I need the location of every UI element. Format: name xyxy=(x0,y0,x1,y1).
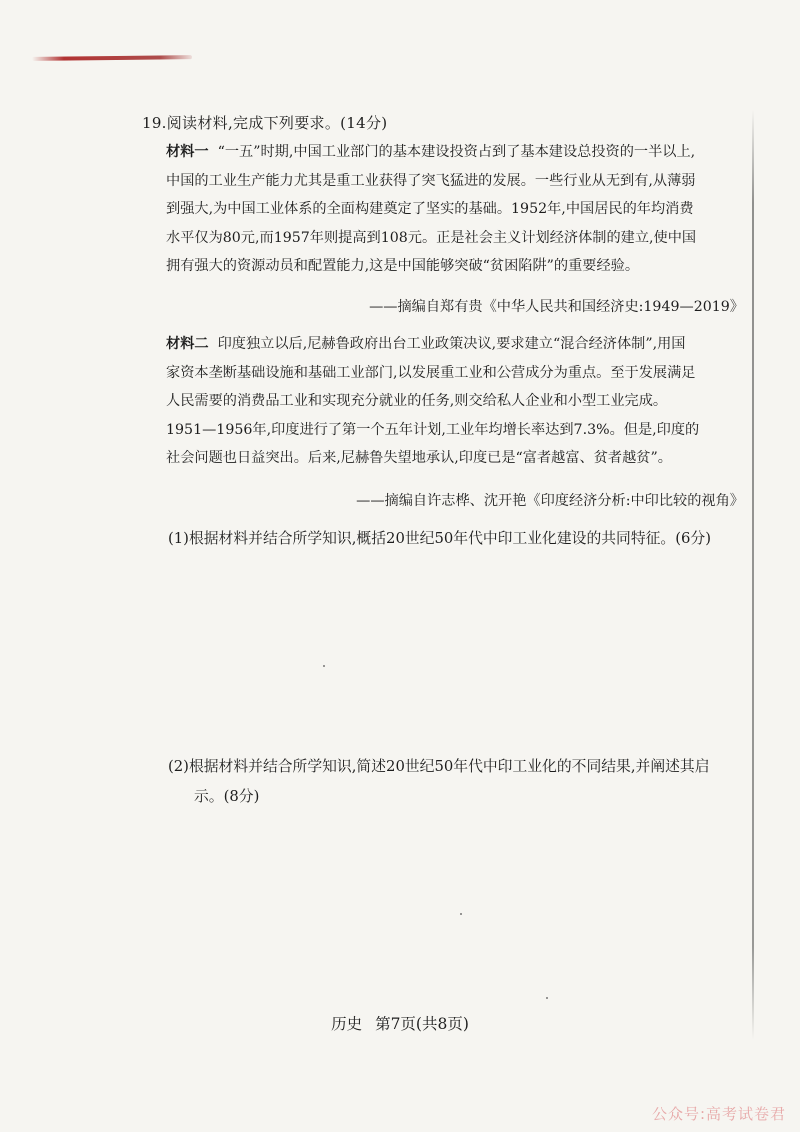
scan-speck xyxy=(323,665,325,667)
material-two-line-4: 1951—1956年,印度进行了第一个五年计划,工业年均增长率达到7.3%。但是,印度的 xyxy=(166,421,700,438)
material-one-line-3: 到强大,为中国工业体系的全面构建奠定了坚实的基础。1952年,中国居民的年均消费 xyxy=(166,201,694,217)
subquestion-2 xyxy=(168,752,710,812)
subquestion-2-line-2: 示。(8分) xyxy=(194,788,260,805)
footer-subject: 历史 xyxy=(331,1015,363,1033)
material-one-label: 材料一 xyxy=(166,144,209,160)
red-pen-mark xyxy=(32,55,192,61)
material-two-line-5: 社会问题也日益突出。后来,尼赫鲁失望地承认,印度已是“富者越富、贫者越贫”。 xyxy=(166,450,672,466)
subquestion-1: (1)根据材料并结合所学知识,概括20世纪50年代中印工业化建设的共同特征。(6分) xyxy=(168,530,711,547)
material-two-line-3: 人民需要的消费品工业和实现充分就业的任务,则交给私人企业和小型工业完成。 xyxy=(166,393,668,409)
scan-speck xyxy=(460,913,462,915)
material-one-line-4: 水平仅为80元,而1957年则提高到108元。正是社会主义计划经济体制的建立,使中国 xyxy=(166,229,697,246)
footer-page-number: 第7页(共8页) xyxy=(375,1015,469,1033)
watermark-text: 公众号:高考试卷君 xyxy=(651,1105,786,1123)
scan-speck xyxy=(546,997,548,999)
material-one-source: ——摘编自郑有贵《中华人民共和国经济史:1949—2019》 xyxy=(369,299,744,315)
material-two-source: ——摘编自许志桦、沈开艳《印度经济分析:中印比较的视角》 xyxy=(356,493,744,509)
material-two-line-2: 家资本垄断基础设施和基础工业部门,以发展重工业和公营成分为重点。至于发展满足 xyxy=(166,364,696,381)
question-title: 19.阅读材料,完成下列要求。(14分) xyxy=(142,114,388,132)
material-one-line-5: 拥有强大的资源动员和配置能力,这是中国能够突破“贫困陷阱”的重要经验。 xyxy=(166,258,640,274)
scan-edge-line xyxy=(752,110,754,1040)
page-footer xyxy=(0,1012,800,1034)
material-one xyxy=(166,138,742,281)
subquestion-2-line-1: (2)根据材料并结合所学知识,简述20世纪50年代中印工业化的不同结果,并阐述其启 xyxy=(168,758,710,775)
material-one-line-1: 材料一 “一五”时期,中国工业部门的基本建设投资占到了基本建设总投资的一半以上, xyxy=(166,144,696,160)
material-two-line-1: 材料二 印度独立以后,尼赫鲁政府出台工业政策决议,要求建立“混合经济体制”,用国 xyxy=(166,336,686,352)
material-one-line-2: 中国的工业生产能力尤其是重工业获得了突飞猛进的发展。一些行业从无到有,从薄弱 xyxy=(166,172,696,189)
material-two xyxy=(166,330,742,473)
material-two-label: 材料二 xyxy=(166,336,209,352)
